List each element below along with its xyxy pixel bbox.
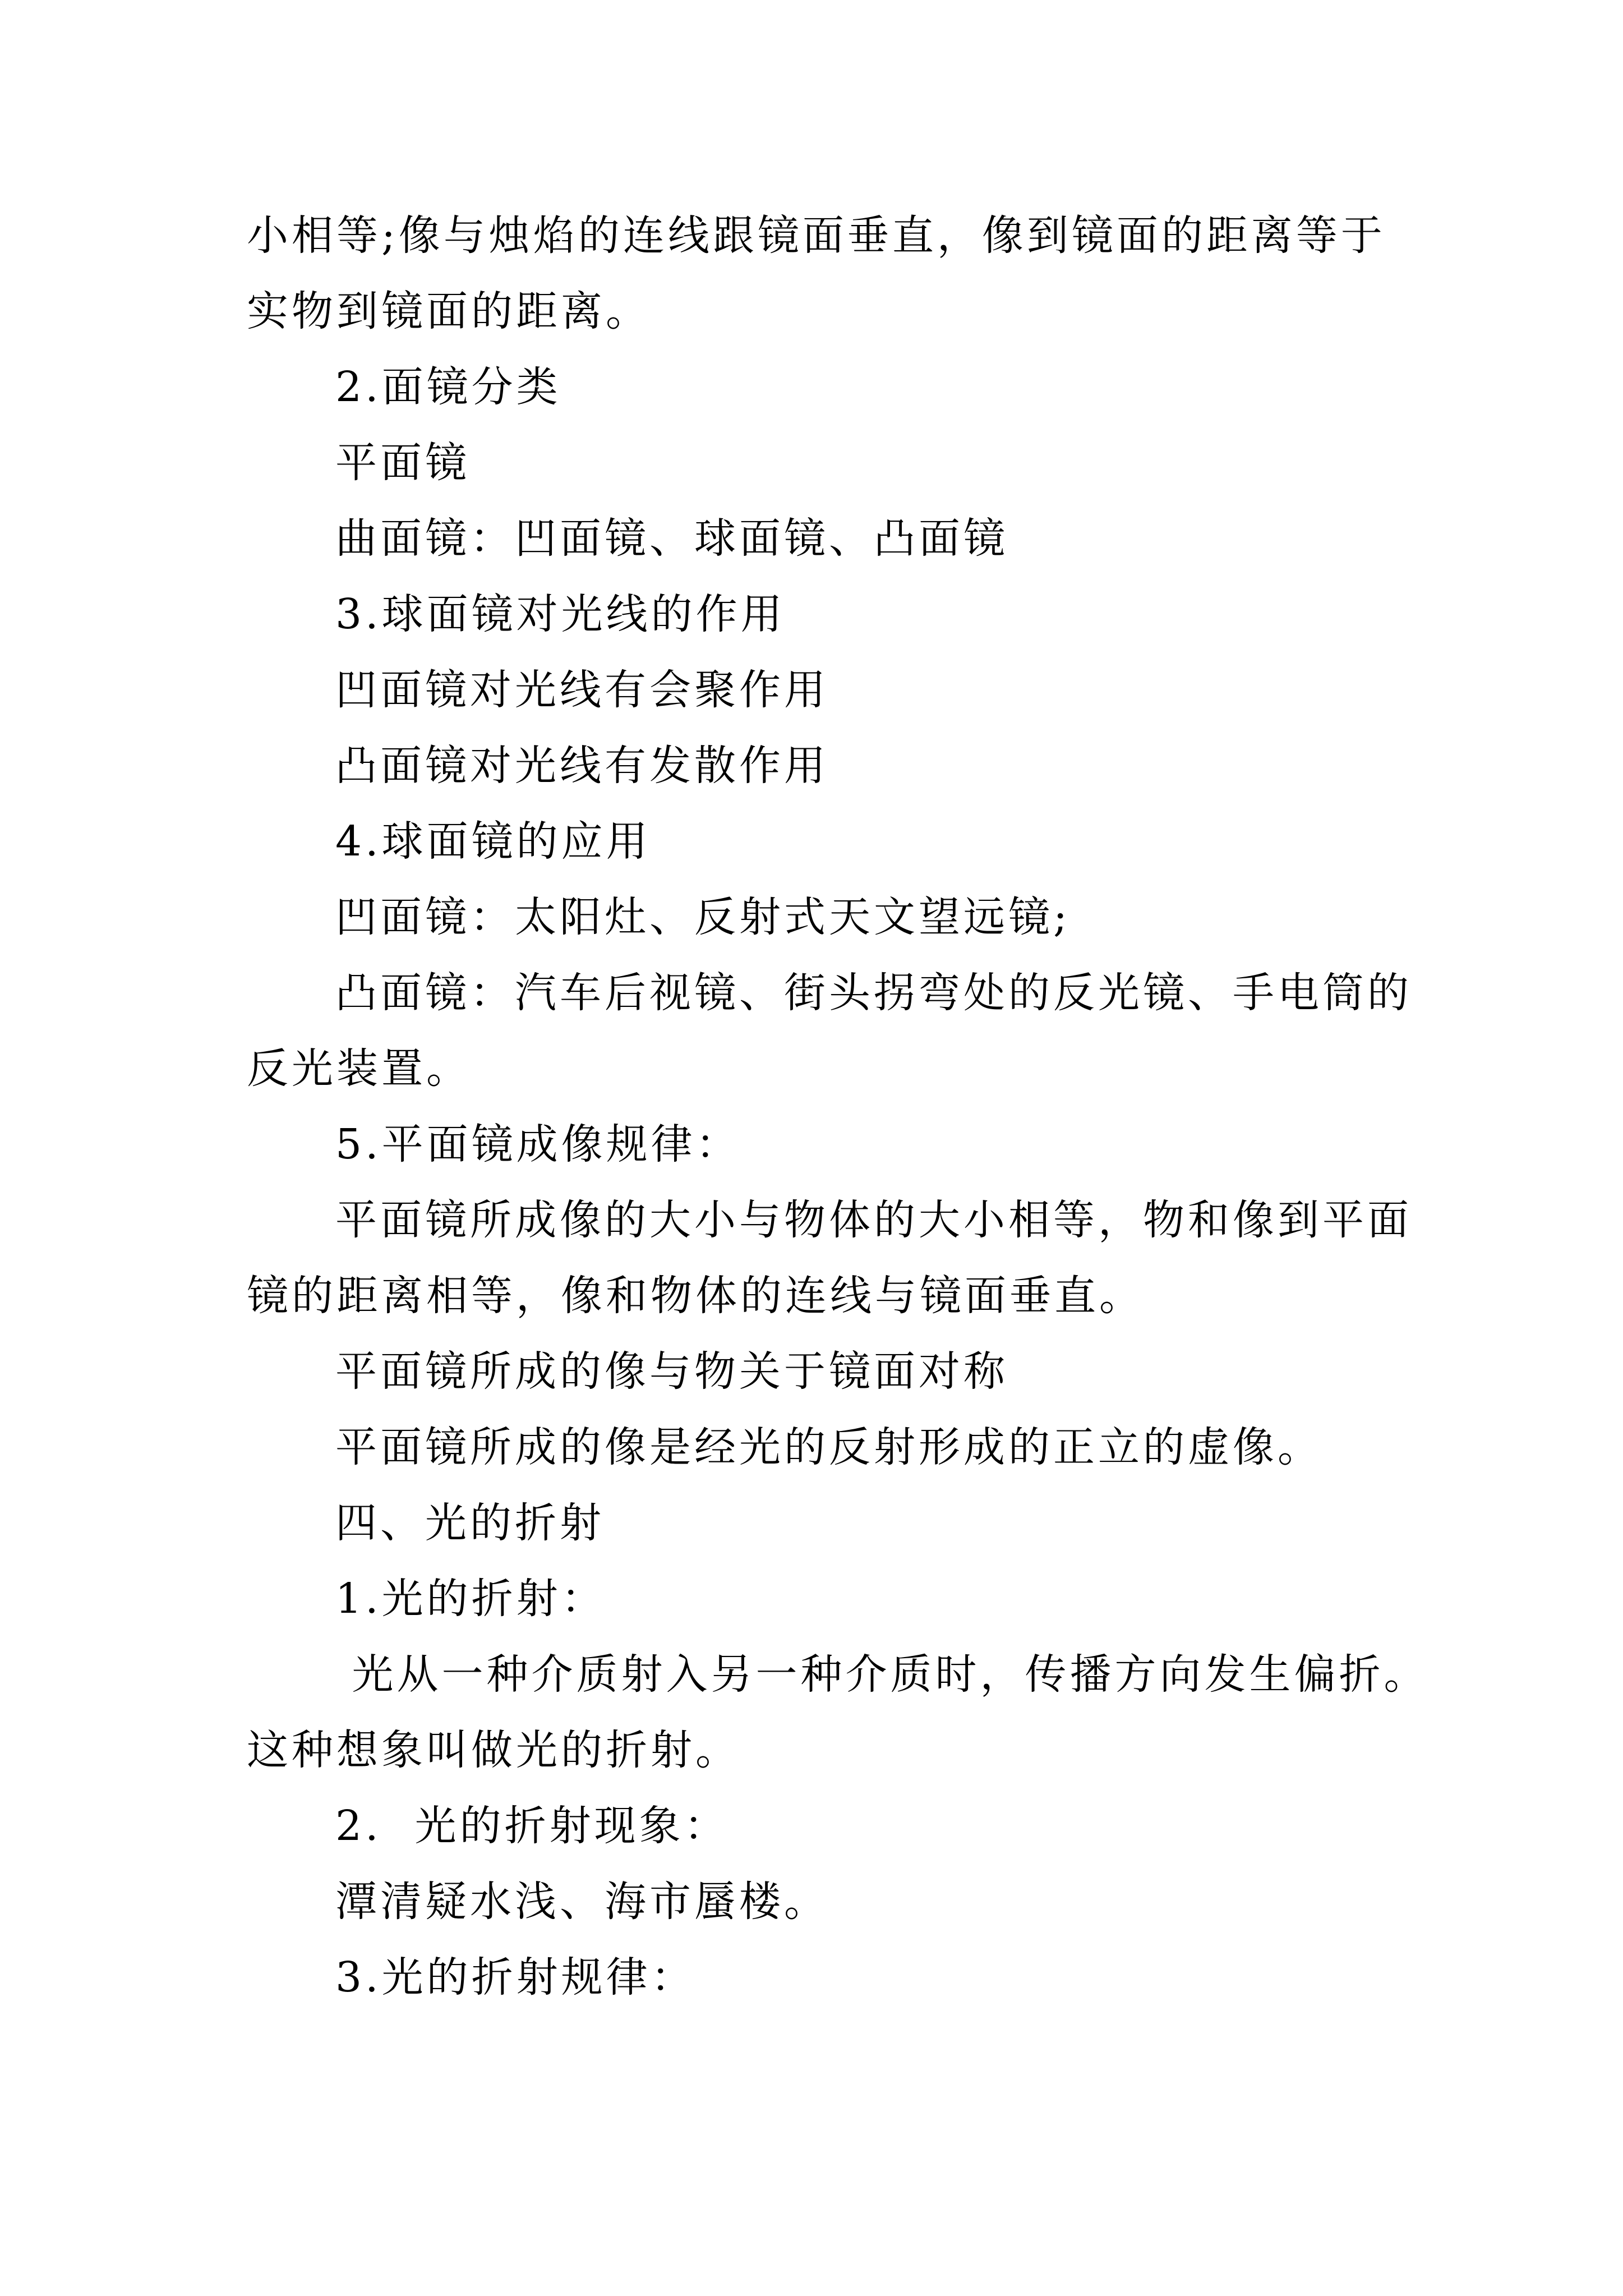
text-line: 小相等;像与烛焰的连线跟镜面垂直，像到镜面的距离等于 <box>247 211 1386 260</box>
section-heading: 3.球面镜对光线的作用 <box>335 590 786 638</box>
section-heading: 5.平面镜成像规律： <box>335 1120 741 1168</box>
section-heading: 四、光的折射 <box>335 1499 605 1547</box>
text-line: 潭清疑水浅、海市蜃楼。 <box>335 1878 829 1926</box>
text-line: 光从一种介质射入另一种介质时，传播方向发生偏折。 <box>335 1650 1429 1699</box>
text-line: 这种想象叫做光的折射。 <box>247 1726 740 1774</box>
section-heading: 4.球面镜的应用 <box>335 817 651 866</box>
text-line: 凹面镜对光线有会聚作用 <box>335 666 829 714</box>
text-line: 凹面镜：太阳灶、反射式天文望远镜; <box>335 893 1071 941</box>
text-line: 平面镜所成的像与物关于镜面对称 <box>335 1347 1008 1396</box>
section-heading: 2.面镜分类 <box>335 363 561 411</box>
text-line: 实物到镜面的距离。 <box>247 287 651 335</box>
section-heading: 1.光的折射： <box>335 1575 606 1623</box>
section-heading: 2. 光的折射现象： <box>335 1802 729 1850</box>
text-line: 反光装置。 <box>247 1045 471 1093</box>
text-line: 平面镜所成像的大小与物体的大小相等，物和像到平面 <box>335 1196 1412 1244</box>
text-line: 曲面镜：凹面镜、球面镜、凸面镜 <box>335 514 1008 563</box>
section-heading: 3.光的折射规律： <box>335 1953 696 2001</box>
text-line: 凸面镜：汽车后视镜、街头拐弯处的反光镜、手电筒的 <box>335 969 1412 1017</box>
text-line: 镜的距离相等，像和物体的连线与镜面垂直。 <box>247 1272 1144 1320</box>
text-line: 凸面镜对光线有发散作用 <box>335 742 829 790</box>
text-line: 平面镜 <box>335 439 470 487</box>
text-line: 平面镜所成的像是经光的反射形成的正立的虚像。 <box>335 1423 1322 1471</box>
